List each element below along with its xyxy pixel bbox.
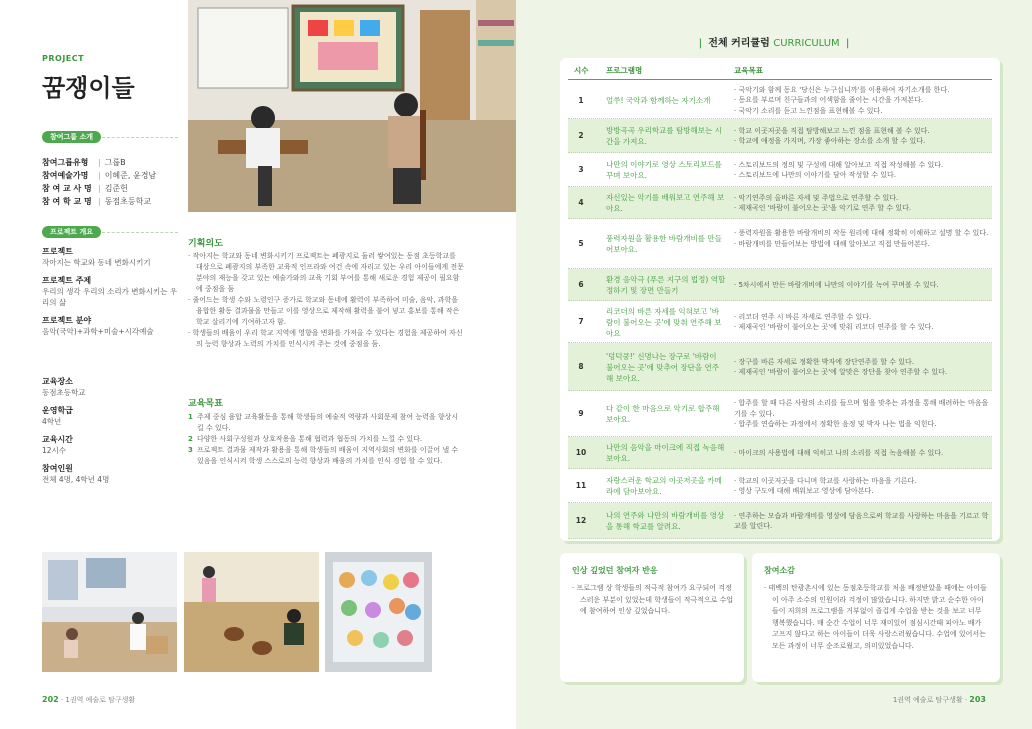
goal-line: · 스토리보드에 나만의 이야기를 담아 작성할 수 있다. [734, 171, 897, 179]
overview-key: 프로젝트 주제 [42, 276, 92, 285]
session-number: 9 [578, 409, 584, 418]
overview-value: 음악(국악)+과학+미술+시각예술 [42, 327, 154, 336]
info-row [42, 182, 156, 195]
program-goals [734, 476, 994, 497]
program-name: '덩덕쿵!' 신명나는 장구로 '바람이 불어오는 곳'에 맞추어 장단을 연주해 보아요. [606, 351, 720, 383]
goal-line: · 제재곡인 '바람이 불어오는 곳'에 알맞은 장단을 찾아 연주할 수 있다. [734, 368, 948, 376]
program-name: 얼쑤! 국악과 함께하는 자기소개 [606, 96, 711, 105]
program-name: 리코더의 바른 자세를 익혀보고 '바람이 불어오는 곳'에 맞춰 연주해 보아요 [606, 306, 722, 338]
goal-line: · 제재곡인 '바람이 불어오는 곳'에 맞춰 리코더 연주를 할 수 있다. [734, 323, 934, 331]
detail-key: 교육장소 [42, 377, 73, 386]
curriculum-row [568, 269, 992, 301]
detail-value: 동점초등학교 [42, 388, 86, 397]
overview-value: 작아지는 학교와 동네 변화시키기 [42, 258, 151, 267]
divider [102, 137, 178, 138]
detail-value: 4학년 [42, 417, 62, 426]
detail-key: 운영학급 [42, 406, 73, 415]
program-name: 나만의 이야기로 영상 스토리보드를 꾸며 보아요. [606, 160, 722, 180]
goal-line: · 제재곡인 '바람이 불어오는 곳'을 악기로 연주 할 수 있다. [734, 204, 912, 212]
program-name: 풍력자원을 활용한 바람개비를 만들어보아요. [606, 234, 722, 254]
info-value: 이혜준, 윤경남 [104, 171, 157, 180]
program-goals [734, 160, 994, 181]
intent-item-text: 작아지는 학교와 동네 변화시키기 프로젝트는 폐광지로 둘러 쌓여있는 동점 초등학교를 대상으로 폐광지의 부족한 교육적 인프라와 여건 속에 자리고 있는 우리 아이들에게 전문분야의 재능을 갖고 있는 예술가와의 교육 기회 부여를 통해 새로운 경험 제공이 필요함에 중점을 둠 [192, 252, 464, 293]
curriculum-title-en: CURRICULUM [773, 38, 840, 49]
header-session: 시수 [574, 66, 589, 75]
curriculum-row [568, 437, 992, 469]
program-goals [734, 228, 994, 249]
detail-key: 참여인원 [42, 464, 73, 473]
intent-item-text: 학생들의 배움이 우리 학교 지역에 영향을 변화를 가져올 수 있다는 경험을 제공하여 자신의 능력 향상과 노력의 가치를 인식시켜 주는 것에 중점을 둠. [192, 329, 463, 348]
project-label: PROJECT [42, 54, 85, 63]
goal-text [188, 412, 464, 467]
goal-line: · 국악기 소리를 듣고 느낀점을 표현해볼 수 있다. [734, 106, 883, 115]
info-value: 김준헌 [104, 184, 128, 193]
intent-item: · 학생들의 배움이 우리 학교 지역에 영향을 변화를 가져올 수 있다는 경험을 제공하여 자신의 능력 향상과 노력의 가치를 인식시켜 주는 것에 중점을 둠. [188, 329, 463, 348]
curriculum-row [568, 503, 992, 539]
goal-item [188, 412, 464, 434]
curriculum-row [568, 301, 992, 343]
program-name: 방방곡곡 우리학교를 탐방해보는 시간을 가져요. [606, 126, 722, 146]
page-number-left [42, 695, 135, 705]
program-goals [734, 193, 994, 214]
group-info [42, 156, 156, 208]
curriculum-table [560, 58, 1000, 541]
program-goals [734, 126, 994, 147]
main-photo [188, 0, 516, 212]
info-key: 참 여 학 교 명 [42, 197, 92, 206]
curriculum-row [568, 343, 992, 391]
curriculum-row [568, 119, 992, 153]
goal-line: · 마이크의 사용법에 대해 익히고 나의 소리를 직접 녹음해볼 수 있다. [734, 448, 944, 457]
review-box [752, 553, 1000, 682]
detail-key: 교육시간 [42, 435, 73, 444]
overview-block [42, 246, 182, 337]
info-row [42, 169, 156, 182]
goal-line: · 악기연주의 올바른 자세 및 주법으로 연주할 수 있다. [734, 193, 899, 202]
program-name: 나의 연주와 나만의 바람개비를 영상을 통해 학교를 알려요. [606, 511, 725, 531]
program-name: 환경 음악극 (푸른 지구의 법정) 역할 정하기 및 장면 만들기 [606, 275, 726, 295]
detail-value: 전체 4명, 4학년 4명 [42, 475, 110, 484]
goal-number: 1 [188, 413, 193, 421]
curriculum-row [568, 153, 992, 187]
title-bar: | [698, 38, 703, 49]
program-goals [734, 357, 994, 378]
info-row [42, 195, 156, 208]
review-text: · 태백의 탄광촌시에 있는 동점초등학교를 처음 배정받았을 때에는 아이들이 아주 소수의 인원이라 걱정이 많았습니다. 하지만 밝고 순수한 아이들이 저희의 프로그램을 거부없이 즐겁게 수업을 받는 것을 보고 너무 행복했습니다. 매 순간 수업이 너무 재미있어 점심시간때 피아노 배가 고프지 않다고 하는 아이들이 더욱 사랑스러웠습니다. 수업에 있어서는 모든 과정이 너무 순조로웠고, 의미있었습니다. [764, 584, 987, 650]
page-caption: 1권역 예술로 탐구생활 · [892, 696, 968, 704]
info-row [42, 156, 156, 169]
session-number: 4 [578, 198, 584, 207]
program-name: 다 같이 한 마음으로 악기로 합주해보아요. [606, 404, 720, 424]
session-number: 10 [575, 448, 587, 457]
goal-line: · 학교 이곳저곳을 직접 탐방해보고 느낀 점을 표현해 볼 수 있다. [734, 126, 930, 135]
intent-item: · 줄어드는 학생 수와 노령인구 증가로 학교와 동네에 활력이 부족하여 미술, 음악, 과학을 융합한 활동 결과물을 만들고 이를 영상으로 제작해 활력을 불어 넣고 홍보를 통해 작은 학교 살리기에 기여하고자 함. [188, 296, 460, 326]
session-number: 12 [575, 516, 587, 525]
goal-item-text: 프로젝트 결과물 제작과 활용을 통해 학생들의 배움이 지역사회의 변화를 이끌어 낼 수 있음을 인식시켜 학생 스스로의 능력 향상과 배움의 가치를 인식 경험 할 수 있다. [197, 446, 459, 465]
info-value: 동점초등학교 [104, 197, 152, 206]
project-title: 꿈쟁이들 [42, 74, 135, 102]
reaction-box [560, 553, 744, 682]
info-key: 참여예술가명 [42, 171, 89, 180]
goal-line: · 리코더 연주 시 바른 자세로 연주할 수 있다. [734, 312, 872, 321]
header-program: 프로그램명 [606, 66, 643, 75]
page-caption: · 1권역 예술로 탐구생활 [60, 696, 136, 704]
session-number: 6 [578, 280, 584, 289]
goal-line: · 동요를 부르며 친구들과의 어색함을 줄이는 시간을 가져본다. [734, 96, 924, 105]
goal-line: · 바람개비를 만들어보는 방법에 대해 알아보고 직접 만들어본다. [734, 239, 930, 248]
goal-item-text: 주제 중심 융합 교육활동을 통해 학생들의 예술적 역량과 사회문제 참여 능력을 향상시킬 수 있다. [197, 413, 459, 432]
goal-line: · 국악기와 함께 동요 '당신은 누구십니까'를 이용하여 자기소개를 한다. [734, 85, 950, 94]
session-number: 3 [578, 165, 584, 174]
overview-value: 우리의 생각 우리의 소리가 변화시키는 우리의 삶 [42, 287, 178, 307]
page-number: 203 [969, 695, 986, 704]
info-key: 참 여 교 사 명 [42, 184, 92, 193]
goal-line: · 스토리보드의 정의 및 구성에 대해 알아보고 직접 작성해볼 수 있다. [734, 160, 944, 169]
tag-group-intro: 참여그룹 소개 [42, 131, 101, 143]
tag-overview: 프로젝트 개요 [42, 226, 101, 238]
goal-line: · 합주를 연습하는 과정에서 정확한 음정 및 박자 나는 법을 익힌다. [734, 420, 937, 429]
goal-line: · 합주를 할 때 다른 사람의 소리를 들으며 힘을 맞추는 과정을 통해 배려하는 마음을 기를 수 있다. [734, 399, 989, 418]
page-number: 202 [42, 695, 59, 704]
info-key: 참여그룹유형 [42, 158, 89, 167]
program-goals [734, 448, 994, 459]
info-separator: | [98, 171, 101, 180]
goal-line: · 학교의 이곳저곳을 다니며 학교를 사랑하는 마음을 기른다. [734, 476, 917, 485]
divider [102, 232, 178, 233]
session-number: 5 [578, 239, 584, 248]
intent-title: 기획의도 [188, 239, 223, 249]
intent-item: · 작아지는 학교와 동네 변화시키기 프로젝트는 폐광지로 둘러 쌓여있는 동점 초등학교를 대상으로 폐광지의 부족한 교육적 인프라와 여건 속에 자리고 있는 우리 아이들에게 전문분야의 재능을 갖고 있는 예술가와의 교육 기회 부여를 통해 새로운 경험 제공이 필요함에 중점을 둠 [188, 252, 464, 293]
goal-number: 3 [188, 446, 193, 454]
session-number: 11 [575, 481, 587, 490]
session-number: 1 [578, 95, 584, 105]
goal-line: · 학교에 애정을 가지며, 가장 좋아하는 장소를 소개 할 수 있다. [734, 137, 926, 145]
program-goals [734, 511, 994, 532]
goal-line: · 장구를 바른 자세로 정확한 박자에 장단연주를 할 수 있다. [734, 357, 915, 366]
curriculum-row [568, 187, 992, 219]
session-number: 8 [578, 362, 584, 371]
program-name: 자신있는 악기를 배워보고 연주해 보아요. [606, 193, 725, 213]
goal-line: · 풍력자원을 활용한 바람개비의 작동 원리에 대해 정확히 이해하고 설명 할 수 있다. [734, 229, 989, 238]
session-number: 7 [578, 317, 584, 326]
goal-line: · 5차시에서 만든 바람개비에 나만의 이야기를 녹여 꾸며볼 수 있다. [734, 280, 939, 289]
program-name: 자랑스러운 학교의 이곳저곳을 카메라에 담아보아요. [606, 476, 722, 496]
curriculum-row [568, 391, 992, 437]
goal-number: 2 [188, 435, 193, 443]
curriculum-row [568, 469, 992, 503]
thumbnail-photo [42, 552, 177, 672]
info-separator: | [98, 197, 101, 206]
intent-text [188, 251, 464, 350]
info-separator: | [98, 158, 101, 167]
program-goals [734, 398, 994, 430]
goal-title: 교육목표 [188, 399, 223, 409]
title-bar: | [845, 38, 850, 49]
details-block [42, 376, 182, 485]
curriculum-row [568, 82, 992, 119]
program-goals [734, 85, 994, 117]
curriculum-row [568, 219, 992, 269]
thumbnail-photo [184, 552, 319, 672]
curriculum-title [516, 34, 1032, 49]
intent-item-text: 줄어드는 학생 수와 노령인구 증가로 학교와 동네에 활력이 부족하여 미술, 음악, 과학을 융합한 활동 결과물을 만들고 이를 영상으로 제작해 활력을 불어 넣고 홍보를 통해 작은 학교 살리기에 기여하고자 함. [192, 296, 460, 326]
overview-key: 프로젝트 [42, 247, 73, 256]
overview-key: 프로젝트 분야 [42, 316, 92, 325]
goal-line: · 연주하는 모습과 바람개비를 영상에 담음으로써 학교를 사랑하는 마음을 기르고 학교를 알린다. [734, 511, 989, 530]
reaction-title: 인상 깊었던 참여자 반응 [572, 566, 658, 575]
program-goals [734, 312, 994, 333]
goal-item [188, 445, 464, 467]
right-page [516, 0, 1032, 729]
reaction-text: · 프로그램 상 학생들의 적극적 참여가 요구되어 걱정스러운 부분이 있었는데 학생들이 적극적으로 수업에 참여하여 인상 깊었습니다. [572, 584, 734, 615]
header-goal: 교육목표 [734, 66, 763, 75]
goal-item [188, 434, 464, 445]
program-name: 나만의 음악을 마이크에 직접 녹음해 보아요. [606, 443, 725, 463]
session-number: 2 [578, 131, 584, 140]
review-title: 참여소감 [764, 566, 795, 575]
page-number-right [893, 695, 986, 705]
header-line [568, 79, 992, 80]
info-value: 그룹B [104, 158, 126, 167]
curriculum-title-kr: 전체 커리큘럼 [708, 38, 770, 49]
thumbnail-photo [325, 552, 432, 672]
detail-value: 12시수 [42, 446, 67, 455]
info-separator: | [98, 184, 101, 193]
goal-item-text: 다양한 사회구성원과 상호작용을 통해 협력과 협동의 가치를 느낄 수 있다. [197, 435, 423, 443]
goal-line: · 영상 구도에 대해 배워보고 영상에 담아본다. [734, 487, 874, 495]
program-goals [734, 280, 994, 291]
